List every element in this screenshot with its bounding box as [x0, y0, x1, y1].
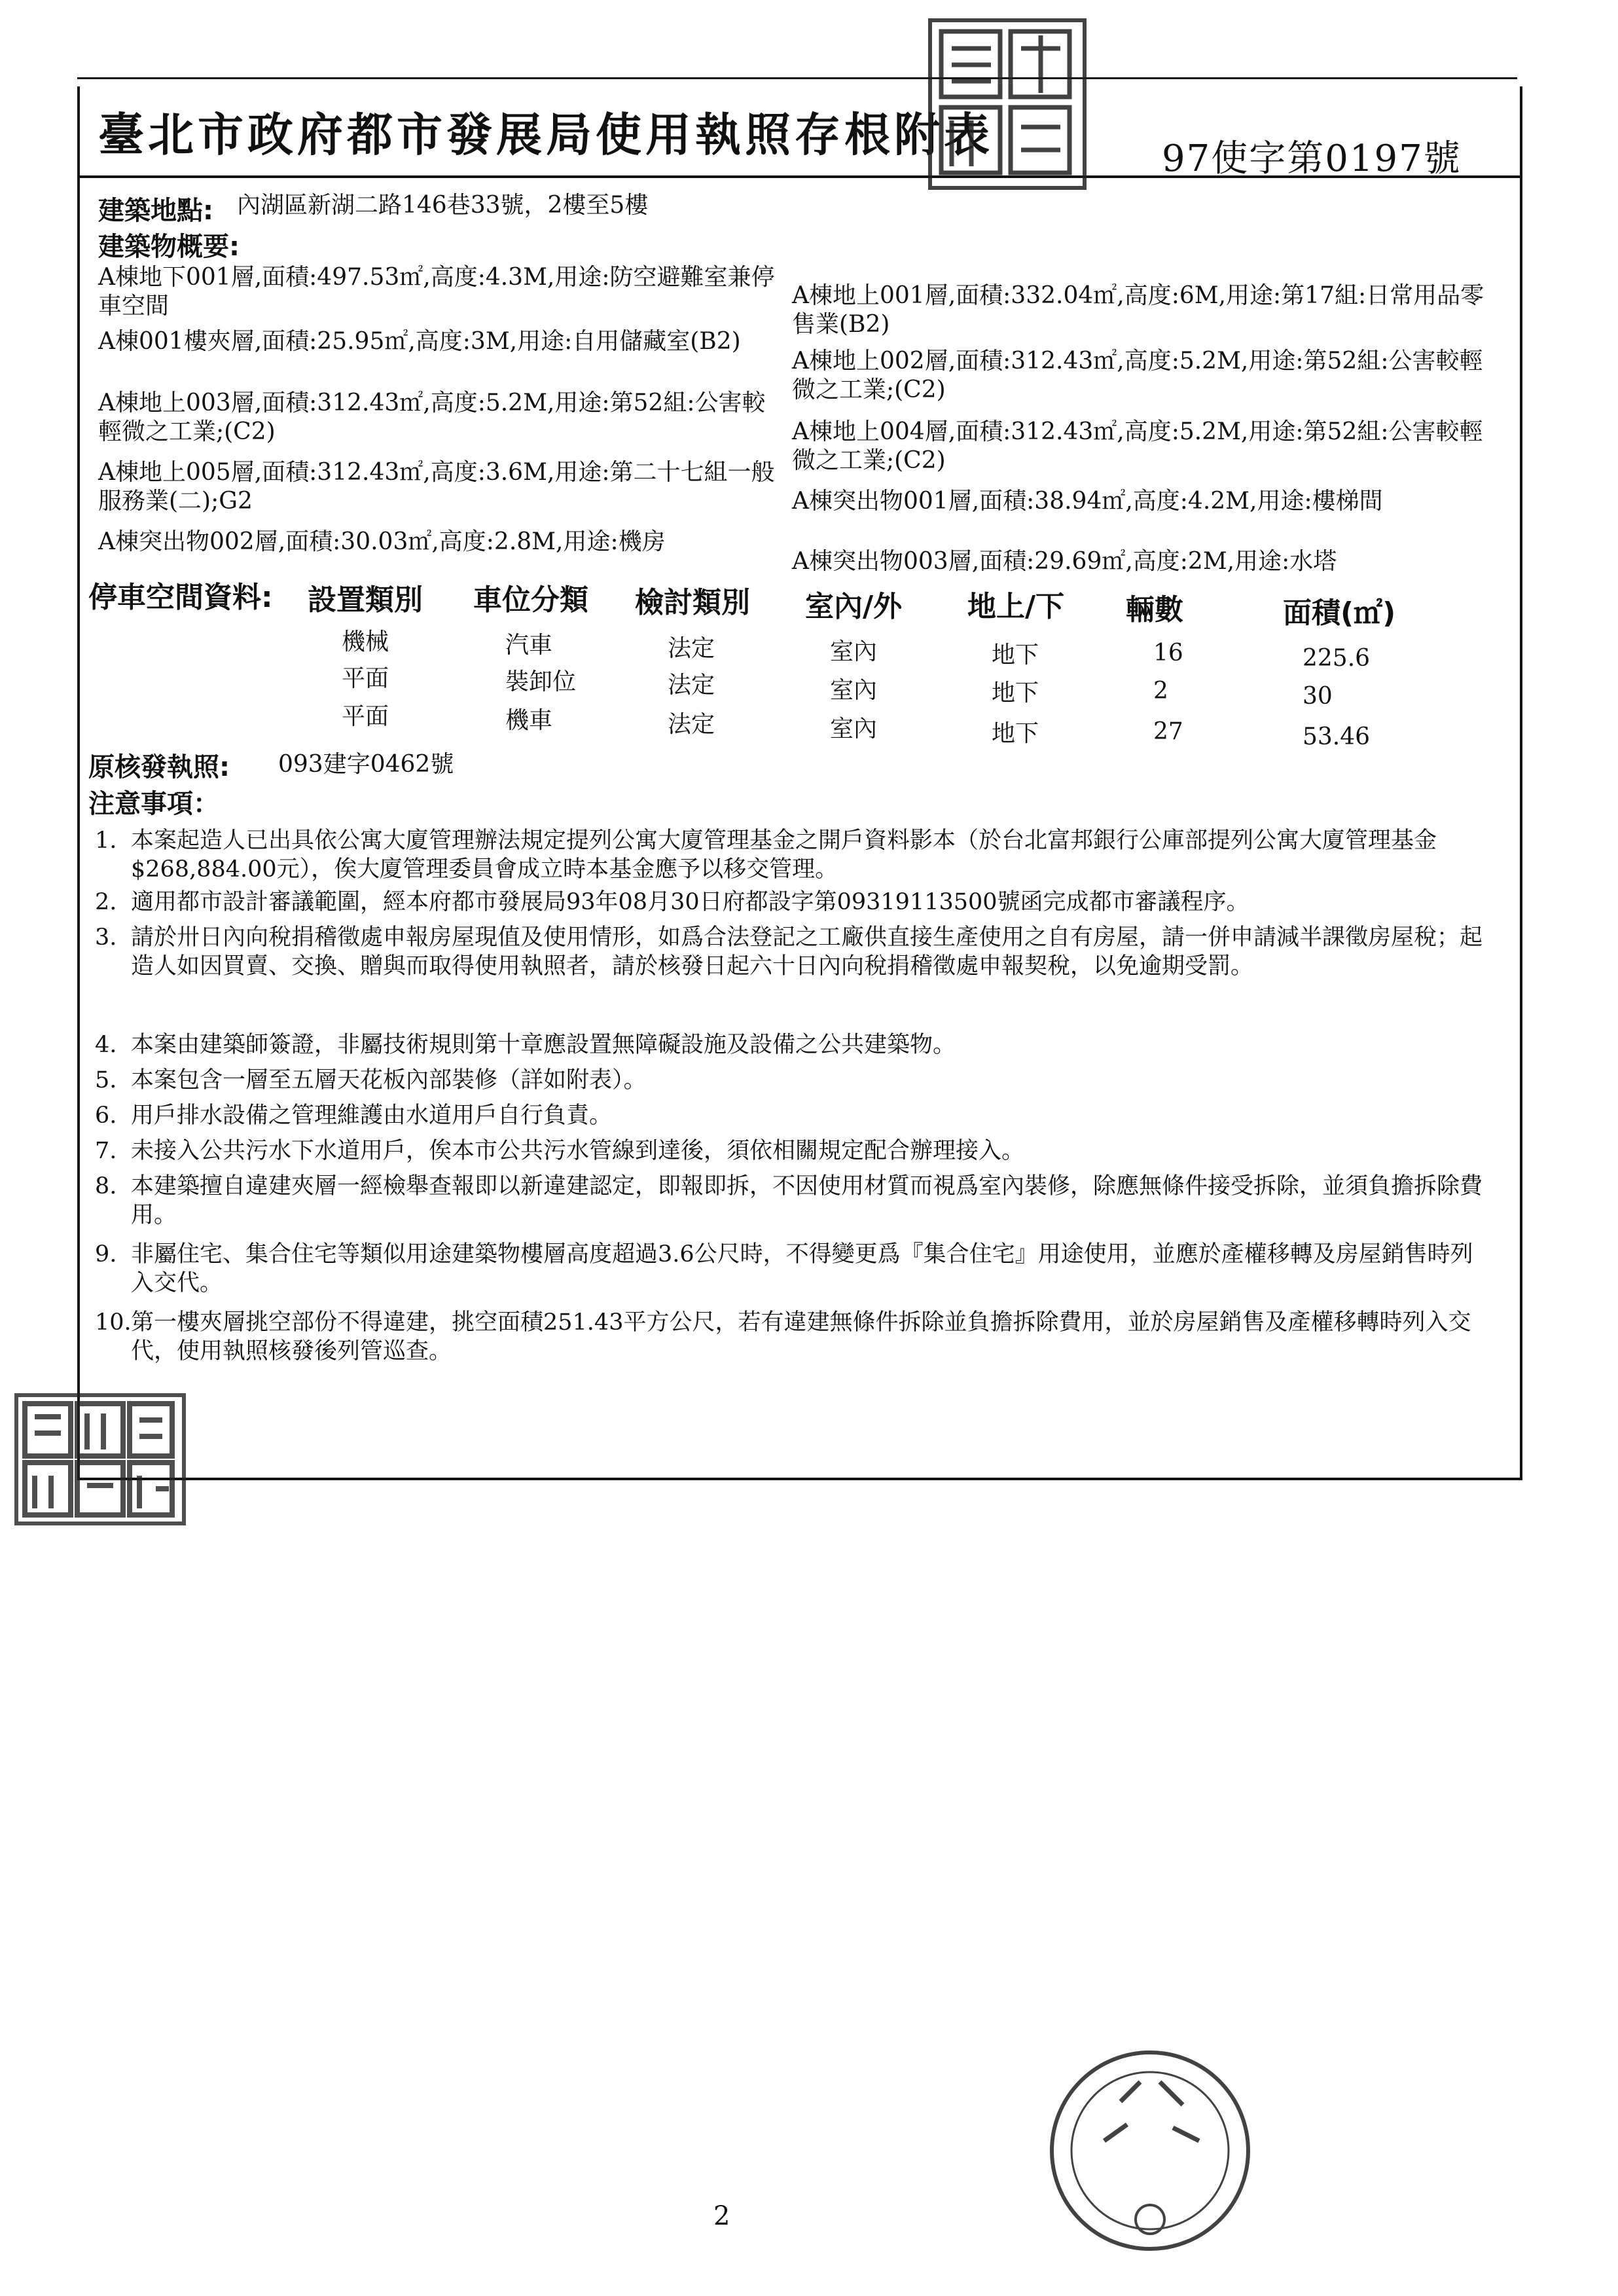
- parking-header-count: 輛數: [1126, 593, 1183, 627]
- overview-right-2: A棟地上002層,面積:312.43㎡,高度:5.2M,用途:第52組:公害較輕微之工業;(C2): [792, 348, 1483, 403]
- note-9: [95, 1240, 1492, 1298]
- parking-row-3-category: 機車: [505, 707, 553, 734]
- overview-right-4: A棟突出物001層,面積:38.94㎡,高度:4.2M,用途:樓梯間: [792, 488, 1383, 515]
- notes-label: 注意事項：: [88, 789, 219, 819]
- overview-label: 建築物概要:: [98, 232, 240, 262]
- round-seal-icon: [1042, 2043, 1258, 2259]
- note-2-text: 適用都市設計審議範圍，經本府都市發展局93年08月30日府都設字第09319113500號函完成都市審議程序。: [131, 889, 1249, 915]
- parking-row-1-count: 16: [1153, 640, 1183, 666]
- note-6-number: 6.: [95, 1102, 117, 1129]
- parking-row-1-category: 汽車: [505, 632, 553, 659]
- note-7-number: 7.: [95, 1138, 117, 1164]
- address-label: 建築地點:: [98, 196, 213, 226]
- overview-right-1: A棟地上001層,面積:332.04㎡,高度:6M,用途:第17組:日常用品零售業(B2): [792, 282, 1484, 338]
- note-1-text: 本案起造人已出具依公寓大廈管理辦法規定提列公寓大廈管理基金之開戶資料影本（於台北富邦銀行公庫部提列公寓大廈管理基金$268,884.00元），俟大廈管理委員會成立時本基金應予以移交管理。: [131, 828, 1437, 883]
- parking-header-level: 地上/下: [967, 590, 1065, 623]
- overview-left-3: A棟地上003層,面積:312.43㎡,高度:5.2M,用途:第52組:公害較輕微之工業;(C2): [98, 390, 766, 445]
- parking-header-category: 車位分類: [473, 583, 588, 617]
- note-4-number: 4.: [95, 1032, 117, 1058]
- note-4-text: 本案由建築師簽證，非屬技術規則第十章應設置無障礙設施及設備之公共建築物。: [131, 1032, 956, 1058]
- overview-right-5: A棟突出物003層,面積:29.69㎡,高度:2M,用途:水塔: [792, 548, 1337, 575]
- stamp-pattern-icon: [932, 22, 1083, 186]
- parking-row-3-level: 地下: [992, 720, 1039, 747]
- note-3-text: 請於卅日內向稅捐稽徵處申報房屋現值及使用情形，如爲合法登記之工廠供直接生產使用之自有房屋，請一併申請減半課徵房屋稅；起造人如因買賣、交換、贈與而取得使用執照者，請於核發日起六十日內向稅捐稽徵處申報契稅，以免逾期受罰。: [131, 924, 1483, 979]
- note-10-number: 10.: [95, 1309, 132, 1336]
- note-1: [95, 826, 1492, 884]
- note-9-text: 非屬住宅、集合住宅等類似用途建築物樓層高度超過3.6公尺時，不得變更爲『集合住宅』用途使用，並應於產權移轉及房屋銷售時列入交代。: [131, 1241, 1473, 1296]
- note-10-text: 第一樓夾層挑空部份不得違建，挑空面積251.43平方公尺，若有違建無條件拆除並負擔拆除費用，並於房屋銷售及產權移轉時列入交代，使用執照核發後列管巡查。: [131, 1309, 1471, 1364]
- note-10: [95, 1308, 1492, 1366]
- note-8-number: 8.: [95, 1173, 117, 1199]
- parking-row-3-indoor: 室內: [830, 716, 878, 742]
- document-title: 臺北市政府都市發展局使用執照存根附表: [98, 107, 994, 162]
- official-stamp-top: [928, 18, 1087, 190]
- parking-row-1-type: 機械: [342, 629, 389, 655]
- parking-row-3-review: 法定: [668, 711, 715, 738]
- original-permit-value: 093建字0462號: [278, 751, 454, 778]
- parking-row-1-level: 地下: [992, 642, 1039, 668]
- note-8-text: 本建築擅自違建夾層一經檢舉查報即以新違建認定，即報即拆，不因使用材質而視爲室內裝修，除應無條件接受拆除，並須負擔拆除費用。: [131, 1173, 1483, 1228]
- parking-header-review: 檢討類別: [635, 586, 750, 619]
- note-1-number: 1.: [95, 828, 117, 854]
- overview-right-3: A棟地上004層,面積:312.43㎡,高度:5.2M,用途:第52組:公害較輕微之工業;(C2): [792, 418, 1483, 474]
- address-value: 內湖區新湖二路146巷33號，2樓至5樓: [237, 192, 649, 219]
- official-seal-left: [14, 1393, 186, 1525]
- overview-left-4: A棟地上005層,面積:312.43㎡,高度:3.6M,用途:第二十七組一般服務業(二);G2: [98, 459, 775, 515]
- note-2-number: 2.: [95, 889, 117, 915]
- parking-row-2-category: 裝卸位: [505, 668, 577, 695]
- note-9-number: 9.: [95, 1241, 117, 1267]
- note-6-text: 用戶排水設備之管理維護由水道用戶自行負責。: [131, 1102, 613, 1129]
- parking-row-2-level: 地下: [992, 680, 1039, 706]
- note-8: [95, 1172, 1492, 1230]
- note-3-number: 3.: [95, 924, 117, 951]
- parking-row-2-count: 2: [1153, 678, 1168, 704]
- original-permit-label: 原核發執照:: [88, 752, 230, 782]
- parking-row-3-area: 53.46: [1303, 723, 1371, 750]
- parking-row-2-area: 30: [1303, 683, 1333, 710]
- parking-label: 停車空間資料:: [88, 581, 273, 614]
- permit-number: 97使字第0197號: [1162, 137, 1462, 180]
- parking-row-1-indoor: 室內: [830, 638, 878, 665]
- parking-header-indoor: 室內/外: [805, 590, 903, 623]
- note-7-text: 未接入公共污水下水道用戶，俟本市公共污水管線到達後，須依相關規定配合辦理接入。: [131, 1138, 1025, 1164]
- parking-header-type: 設置類別: [308, 583, 423, 617]
- overview-left-2: A棟001樓夾層,面積:25.95㎡,高度:3M,用途:自用儲藏室(B2): [98, 328, 741, 355]
- note-5-text: 本案包含一層至五層天花板內部裝修（詳如附表）。: [131, 1067, 647, 1093]
- parking-row-1-area: 225.6: [1303, 645, 1371, 672]
- note-4: [95, 1030, 1492, 1059]
- note-5: [95, 1066, 1492, 1095]
- seal-pattern-icon: [18, 1397, 182, 1522]
- parking-row-2-review: 法定: [668, 672, 715, 699]
- note-2: [95, 888, 1492, 917]
- note-7: [95, 1137, 1492, 1165]
- overview-left-1: A棟地下001層,面積:497.53㎡,高度:4.3M,用途:防空避難室兼停車空間: [98, 264, 775, 319]
- note-6: [95, 1101, 1492, 1130]
- parking-row-3-type: 平面: [342, 703, 389, 730]
- parking-header-area: 面積(㎡): [1283, 596, 1396, 630]
- parking-row-2-type: 平面: [342, 665, 389, 692]
- note-5-number: 5.: [95, 1067, 117, 1093]
- overview-left-5: A棟突出物002層,面積:30.03㎡,高度:2.8M,用途:機房: [98, 528, 666, 555]
- note-3: [95, 923, 1492, 981]
- parking-row-2-indoor: 室內: [830, 677, 878, 704]
- parking-row-3-count: 27: [1153, 718, 1183, 745]
- official-round-seal: [1042, 2043, 1258, 2259]
- top-rule: [77, 77, 1517, 79]
- page-number: 2: [713, 2201, 730, 2231]
- parking-row-1-review: 法定: [668, 635, 715, 662]
